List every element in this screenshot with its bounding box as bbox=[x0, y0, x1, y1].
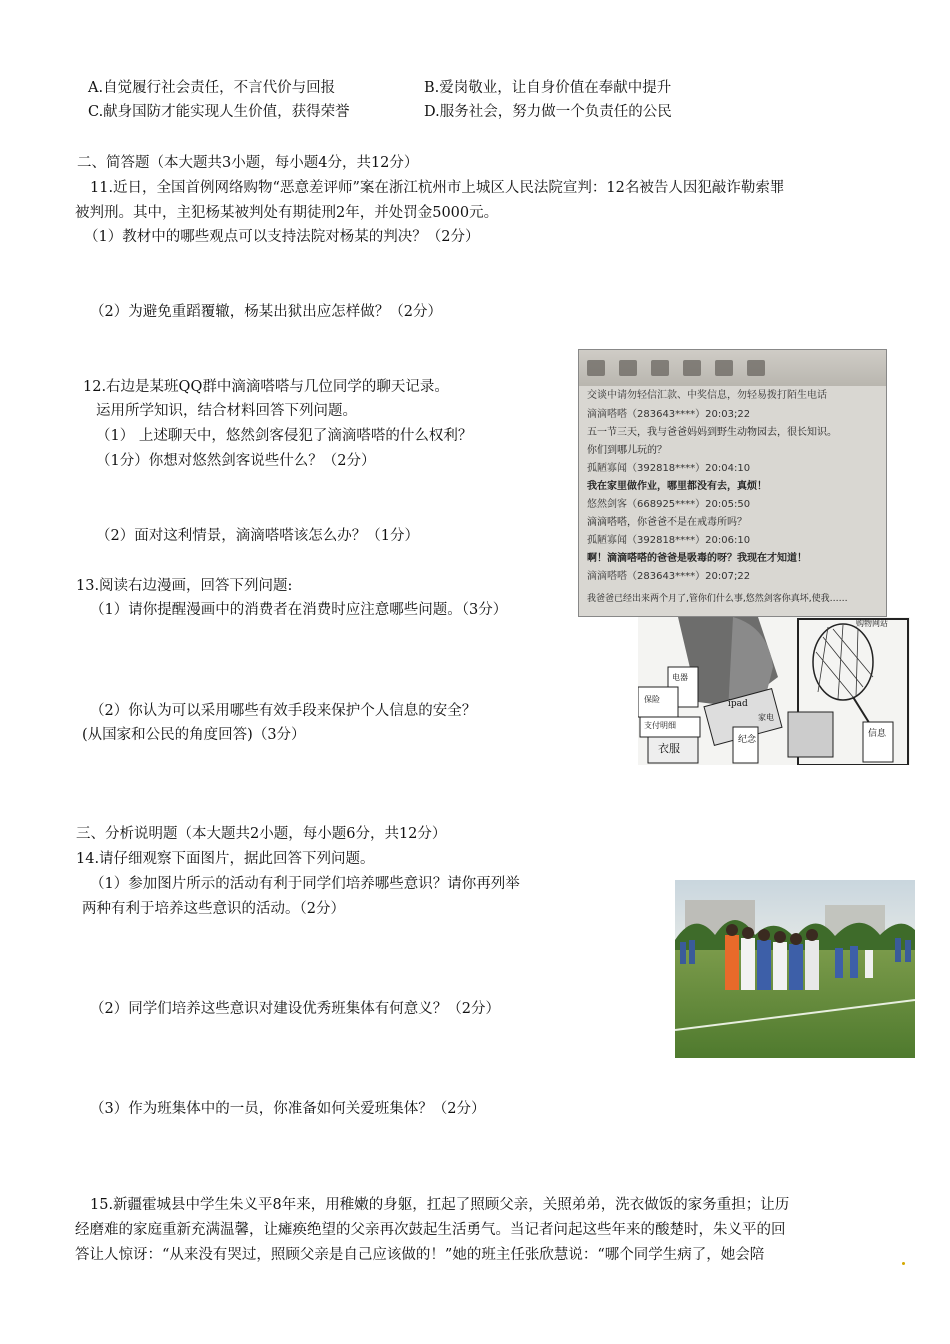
q12-sub1a: （1） 上述聊天中，悠然剑客侵犯了滴滴嗒嗒的什么权利？ bbox=[96, 428, 473, 444]
photo-illustration bbox=[675, 880, 915, 1058]
q13-sub2a: （2）你认为可以采用哪些有效手段来保护个人信息的安全？ bbox=[90, 703, 477, 719]
cartoon-label-insurance: 保险 bbox=[644, 695, 660, 704]
shopping-cartoon bbox=[638, 617, 910, 765]
q13-line1: 13.阅读右边漫画，回答下列问题: bbox=[76, 578, 293, 594]
qq-line-5: 悠然剑客（668925****）20:05:50 bbox=[587, 499, 751, 510]
qq-line-4: 我在家里做作业，哪里都没有去，真烦！ bbox=[587, 481, 767, 492]
q15-line2: 经磨难的家庭重新充满温馨，让瘫痪绝望的父亲再次鼓起生活勇气。当记者问起这些年来的酸楚时，朱义平的回 bbox=[75, 1222, 786, 1238]
qq-line-6: 滴滴嗒嗒，你爸爸不是在戒毒所吗？ bbox=[587, 517, 747, 528]
home-icon bbox=[619, 360, 637, 376]
qq-chat-screenshot bbox=[578, 349, 887, 617]
cartoon-label-home-appliance: 家电 bbox=[758, 713, 774, 722]
q12-sub1b: （1分）你想对悠然剑客说些什么？（2分） bbox=[96, 453, 376, 469]
q12-sub2: （2）面对这利情景，滴滴嗒嗒该怎么办？（1分） bbox=[96, 528, 419, 544]
sports-day-photo bbox=[675, 880, 915, 1058]
qq-line-8: 啊！滴滴嗒嗒的爸爸是吸毒的呀？我现在才知道！ bbox=[587, 553, 807, 564]
chart-icon bbox=[683, 360, 701, 376]
option-d: D.服务社会，努力做一个负责任的公民 bbox=[424, 104, 672, 120]
q14-sub1a: （1）参加图片所示的活动有利于同学们培养哪些意识？请你再列举 bbox=[90, 876, 520, 892]
scissors-icon bbox=[715, 360, 733, 376]
email-icon bbox=[587, 360, 605, 376]
cartoon-label-info: 信息 bbox=[868, 729, 887, 739]
qq-line-3: 孤陋寡闻（392818****）20:04:10 bbox=[587, 463, 751, 474]
cartoon-label-souvenir: 纪念 bbox=[738, 735, 757, 745]
cartoon-label-ipad: ipad bbox=[728, 699, 748, 709]
qq-line-7: 孤陋寡闻（392818****）20:06:10 bbox=[587, 535, 751, 546]
q14-sub3: （3）作为班集体中的一员，你准备如何关爱班集体？（2分） bbox=[90, 1101, 486, 1117]
qq-line-9: 滴滴嗒嗒（283643****）20:07;22 bbox=[587, 571, 751, 582]
qq-line-2: 你们到哪儿玩的？ bbox=[587, 445, 667, 456]
q11-sub1: （1）教材中的哪些观点可以支持法院对杨某的判决？（2分） bbox=[84, 229, 480, 245]
q12-line2: 运用所学知识，结合材料回答下列问题。 bbox=[96, 403, 357, 419]
music-icon bbox=[747, 360, 765, 376]
q14-sub1b: 两种有利于培养这些意识的活动。（2分） bbox=[82, 901, 345, 917]
cartoon-label-appliance: 电器 bbox=[672, 673, 688, 682]
qq-toolbar bbox=[579, 350, 886, 386]
cartoon-label-shop: 购物网站 bbox=[856, 619, 888, 628]
q13-sub1: （1）请你提醒漫画中的消费者在消费时应注意哪些问题。（3分） bbox=[90, 602, 508, 618]
qq-notice: 交谈中请勿轻信汇款、中奖信息，勿轻易拨打陌生电话 bbox=[587, 390, 827, 401]
cartoon-label-payment: 支付明细 bbox=[644, 721, 676, 730]
option-c: C.献身国防才能实现人生价值，获得荣誉 bbox=[88, 104, 350, 120]
q11-sub2: （2）为避免重蹈覆辙，杨某出狱出应怎样做？（2分） bbox=[90, 304, 442, 320]
q11-line2: 被判刑。其中，主犯杨某被判处有期徒刑2年，并处罚金5000元。 bbox=[75, 205, 499, 221]
q14-line1: 14.请仔细观察下面图片，据此回答下列问题。 bbox=[76, 851, 375, 867]
qq-line-10: 我爸爸已经出来两个月了,管你们什么事,悠然剑客你真坏,使我…… bbox=[587, 594, 848, 604]
qq-line-0: 滴滴嗒嗒（283643****）20:03;22 bbox=[587, 409, 751, 420]
q11-line1: 11.近日，全国首例网络购物“恶意差评师”案在浙江杭州市上城区人民法院宣判：12名被告人因犯敲诈勒索罪 bbox=[90, 180, 785, 196]
option-b: B.爱岗敬业，让自身价值在奉献中提升 bbox=[424, 80, 672, 96]
option-a: A.自觉履行社会责任，不言代价与回报 bbox=[88, 80, 336, 96]
q12-line1: 12.右边是某班QQ群中滴滴嗒嗒与几位同学的聊天记录。 bbox=[83, 379, 449, 395]
qq-line-1: 五一节三天，我与爸爸妈妈到野生动物园去，很长知识。 bbox=[587, 427, 837, 438]
section2-heading: 二、简答题（本大题共3小题，每小题4分，共12分） bbox=[77, 155, 419, 171]
image-icon bbox=[651, 360, 669, 376]
q15-line3: 答让人惊讶：“从来没有哭过，照顾父亲是自己应该做的！”她的班主任张欣慧说：“哪个同学生病了，她会陪 bbox=[75, 1247, 765, 1263]
section3-heading: 三、分析说明题（本大题共2小题，每小题6分，共12分） bbox=[76, 826, 447, 842]
q14-sub2: （2）同学们培养这些意识对建设优秀班集体有何意义？（2分） bbox=[90, 1001, 500, 1017]
q13-sub2b: (从国家和公民的角度回答)（3分） bbox=[82, 727, 306, 743]
stray-mark bbox=[902, 1262, 905, 1265]
cartoon-label-clothes: 衣服 bbox=[658, 742, 680, 755]
q15-line1: 15.新疆霍城县中学生朱义平8年来，用稚嫩的身躯，扛起了照顾父亲，关照弟弟，洗衣做饭的家务重担；让历 bbox=[90, 1197, 790, 1213]
